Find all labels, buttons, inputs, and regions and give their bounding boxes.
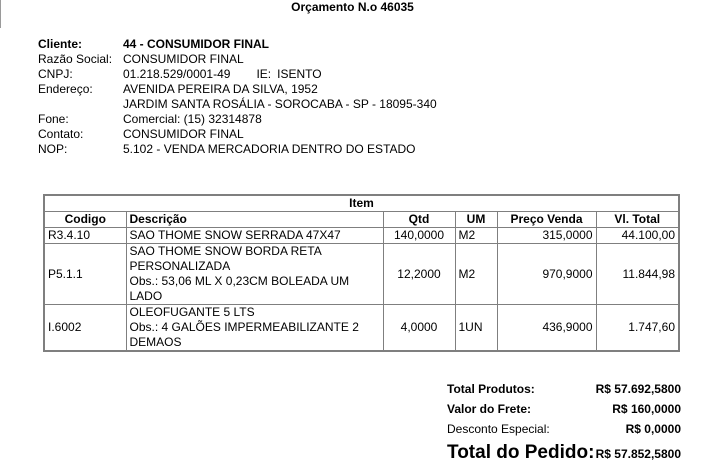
descricao-obs-line: DEMAOS: [129, 335, 182, 349]
table-header-row: [44, 212, 679, 228]
ie-label: IE:: [256, 67, 272, 81]
col-header-total: Vl. Total: [596, 212, 679, 228]
descricao-line: SAO THOME SNOW SERRADA 47X47: [129, 228, 341, 242]
cell-qtd: 12,2000: [383, 244, 455, 305]
cliente-value: 44 - CONSUMIDOR FINAL: [123, 37, 270, 51]
cell-descricao: [126, 305, 383, 352]
col-header-qtd: Qtd: [383, 212, 455, 228]
endereco-line1: AVENIDA PEREIRA DA SILVA, 1952: [123, 82, 318, 96]
valor-frete-value: R$ 160,0000: [612, 402, 681, 416]
cell-preco: 970,9000: [497, 244, 596, 305]
totals-summary: [447, 382, 681, 464]
descricao-obs-line: Obs.: 4 GALÕES IMPERMEABILIZANTE 2: [129, 320, 359, 334]
desconto-row: [447, 422, 681, 442]
cell-codigo: P5.1.1: [44, 244, 126, 305]
endereco-row-2: [38, 97, 437, 112]
cliente-label: Cliente:: [38, 37, 83, 51]
desconto-label: Desconto Especial:: [447, 422, 550, 436]
cell-preco: 315,0000: [497, 228, 596, 244]
descricao-obs-line: Obs.: 53,06 ML X 0,23CM BOLEADA UM: [129, 274, 350, 288]
nop-row: [38, 142, 437, 157]
fone-value: Comercial: (15) 32314878: [123, 112, 262, 126]
cell-um: M2: [455, 244, 497, 305]
total-pedido-row: [447, 442, 681, 464]
cell-descricao: [126, 228, 383, 244]
col-header-descricao: Descrição: [126, 212, 383, 228]
valor-frete-label: Valor do Frete:: [447, 402, 532, 416]
total-pedido-label: Total do Pedido:: [447, 442, 595, 463]
endereco-row: [38, 82, 437, 97]
razao-row: [38, 52, 437, 67]
valor-frete-row: [447, 402, 681, 422]
cell-codigo: I.6002: [44, 305, 126, 352]
endereco-line2: JARDIM SANTA ROSÁLIA - SOROCABA - SP - 18095-340: [123, 97, 437, 111]
contato-value: CONSUMIDOR FINAL: [123, 127, 244, 141]
spacer: [38, 97, 123, 112]
cell-um: M2: [455, 228, 497, 244]
col-header-um: UM: [455, 212, 497, 228]
table-row: [44, 305, 679, 352]
col-header-preco: Preço Venda: [497, 212, 596, 228]
fone-row: [38, 112, 437, 127]
razao-label: Razão Social:: [38, 52, 113, 66]
cell-qtd: 140,0000: [383, 228, 455, 244]
col-header-codigo: Codigo: [44, 212, 126, 228]
endereco-label: Endereço:: [38, 82, 93, 96]
fone-label: Fone:: [38, 112, 69, 126]
nop-label: NOP:: [38, 142, 68, 156]
table-group-header-row: [44, 195, 679, 212]
nop-value: 5.102 - VENDA MERCADORIA DENTRO DO ESTADO: [123, 142, 416, 156]
client-row: [38, 37, 437, 52]
descricao-line: OLEOFUGANTE 5 LTS: [129, 305, 255, 319]
descricao-line: PERSONALIZADA: [129, 259, 231, 273]
cell-qtd: 4,0000: [383, 305, 455, 352]
cnpj-label: CNPJ:: [38, 67, 73, 81]
total-produtos-row: [447, 382, 681, 402]
total-produtos-label: Total Produtos:: [447, 382, 535, 396]
total-produtos-value: R$ 57.692,5800: [595, 382, 681, 396]
cell-total: 11.844,98: [596, 244, 679, 305]
cell-codigo: R3.4.10: [44, 228, 126, 244]
items-table: [43, 194, 680, 352]
cell-total: 44.100,00: [596, 228, 679, 244]
item-group-header: Item: [44, 195, 679, 212]
ie-value: ISENTO: [277, 67, 322, 81]
table-row: [44, 244, 679, 305]
contato-row: [38, 127, 437, 142]
table-row: [44, 228, 679, 244]
descricao-line: SAO THOME SNOW BORDA RETA: [129, 244, 322, 258]
cell-preco: 436,9000: [497, 305, 596, 352]
document-title: Orçamento N.o 46035: [291, 0, 414, 14]
razao-value: CONSUMIDOR FINAL: [123, 52, 244, 66]
cell-um: 1UN: [455, 305, 497, 352]
descricao-obs-line: LADO: [129, 289, 163, 303]
contato-label: Contato:: [38, 127, 84, 141]
cell-descricao: [126, 244, 383, 305]
desconto-value: R$ 0,0000: [625, 422, 681, 436]
cell-total: 1.747,60: [596, 305, 679, 352]
total-pedido-value: R$ 57.852,5800: [595, 447, 681, 461]
cnpj-value: 01.218.529/0001-49: [123, 67, 231, 81]
cnpj-row: [38, 67, 437, 82]
client-info: [38, 37, 437, 157]
